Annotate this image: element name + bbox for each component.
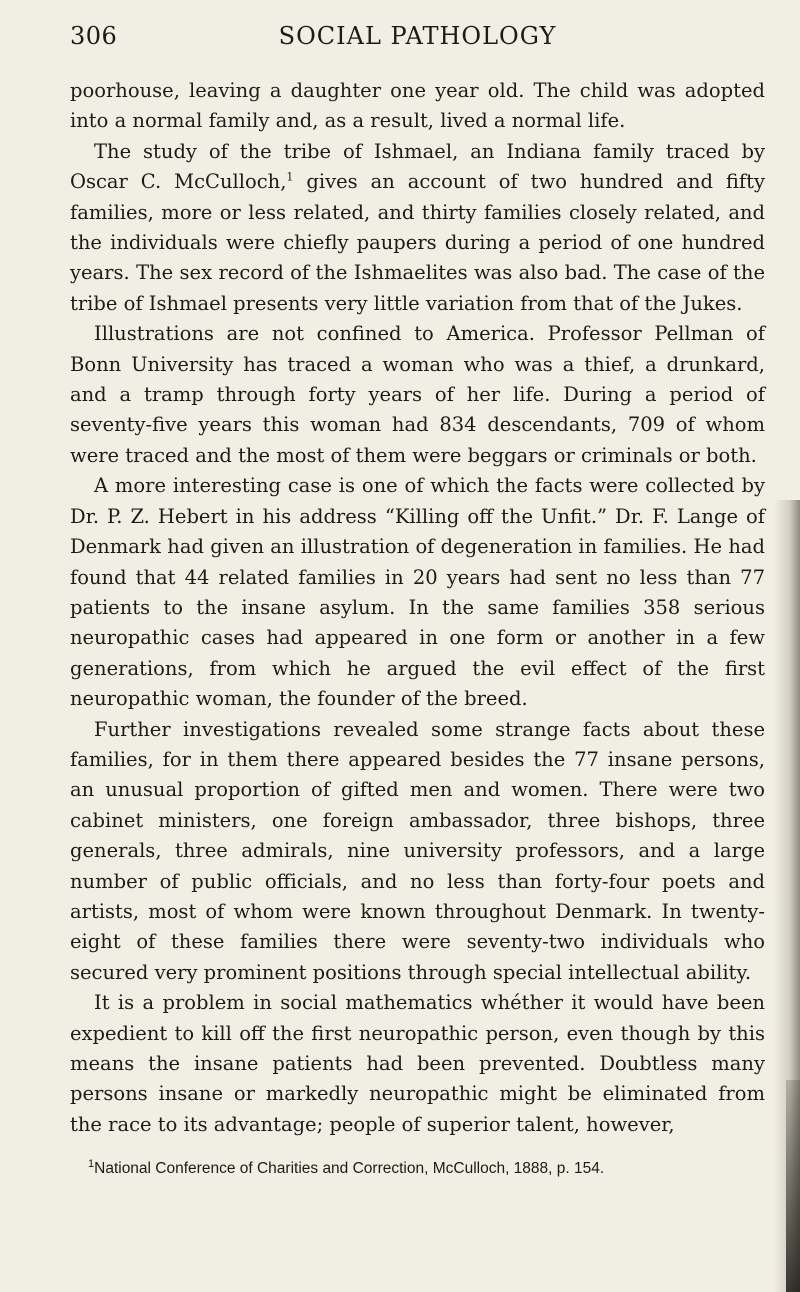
footnote-reference: 1 bbox=[286, 170, 294, 184]
footnote bbox=[70, 1158, 765, 1180]
paragraph: A more interesting case is one of which the facts were collected by Dr. P. Z. Hebert in his address “Killing off the Unfit.” Dr. F. Lange of Denmark had given an illustration of degeneration in families. He had found that 44 related families in 20 years had sent no less than 77 patients to the insane asylum. In the same families 358 serious neuropathic cases had appeared in one form or another in a few generations, from which he argued the evil effect of the first neuropathic woman, the founder of the breed. bbox=[70, 474, 765, 711]
paragraph: poorhouse, leaving a daughter one year old. The child was adopted into a normal family and, as a result, lived a normal life. bbox=[70, 79, 765, 133]
paragraph-text: The study of the tribe of Ishmael, an Indiana family traced by Oscar C. McCulloch, bbox=[70, 139, 765, 194]
body-text bbox=[70, 76, 765, 1140]
paragraph-text: gives an account of two hundred and fifty families, more or less related, and thirty families closely related, and the individuals were chiefly paupers during a period of one hundred years. The sex record of the Ishmaelites was also bad. The case of the tribe of Ishmael presents very little variation from that of the Jukes. bbox=[70, 170, 765, 315]
page-number: 306 bbox=[70, 22, 118, 50]
page-edge-dark bbox=[786, 1080, 800, 1292]
running-head: SOCIAL PATHOLOGY bbox=[278, 22, 557, 50]
footnote-mark: 1 bbox=[88, 1157, 95, 1170]
footnote-text: National Conference of Charities and Correction, McCulloch, 1888, p. 154. bbox=[94, 1160, 605, 1177]
paragraph: Further investigations revealed some strange facts about these families, for in them there appeared besides the 77 insane persons, an unusual proportion of gifted men and women. There were two cabinet ministers, one foreign ambassador, three bishops, three generals, three admirals, nine university professors, and a large number of public officials, and no less than forty-four poets and artists, most of whom were known throughout Denmark. In twenty-eight of these families there were seventy-two individuals who secured very prominent positions through special intellectual ability. bbox=[70, 717, 765, 984]
paragraph-ishmael bbox=[70, 137, 765, 319]
paragraph: It is a problem in social mathematics whéther it would have been expedient to kill off the first neuropathic person, even though by this means the insane patients had been prevented. Doubtless many persons insane or markedly neuropathic might be eliminated from the race to its advantage; people of superior talent, however, bbox=[70, 991, 765, 1136]
paragraph: Illustrations are not confined to America. Professor Pellman of Bonn University has traced a woman who was a thief, a drunkard, and a tramp through forty years of her life. During a period of seventy-five years this woman had 834 descendants, 709 of whom were traced and the most of them were beggars or criminals or both. bbox=[70, 322, 765, 467]
page-header bbox=[70, 22, 765, 58]
